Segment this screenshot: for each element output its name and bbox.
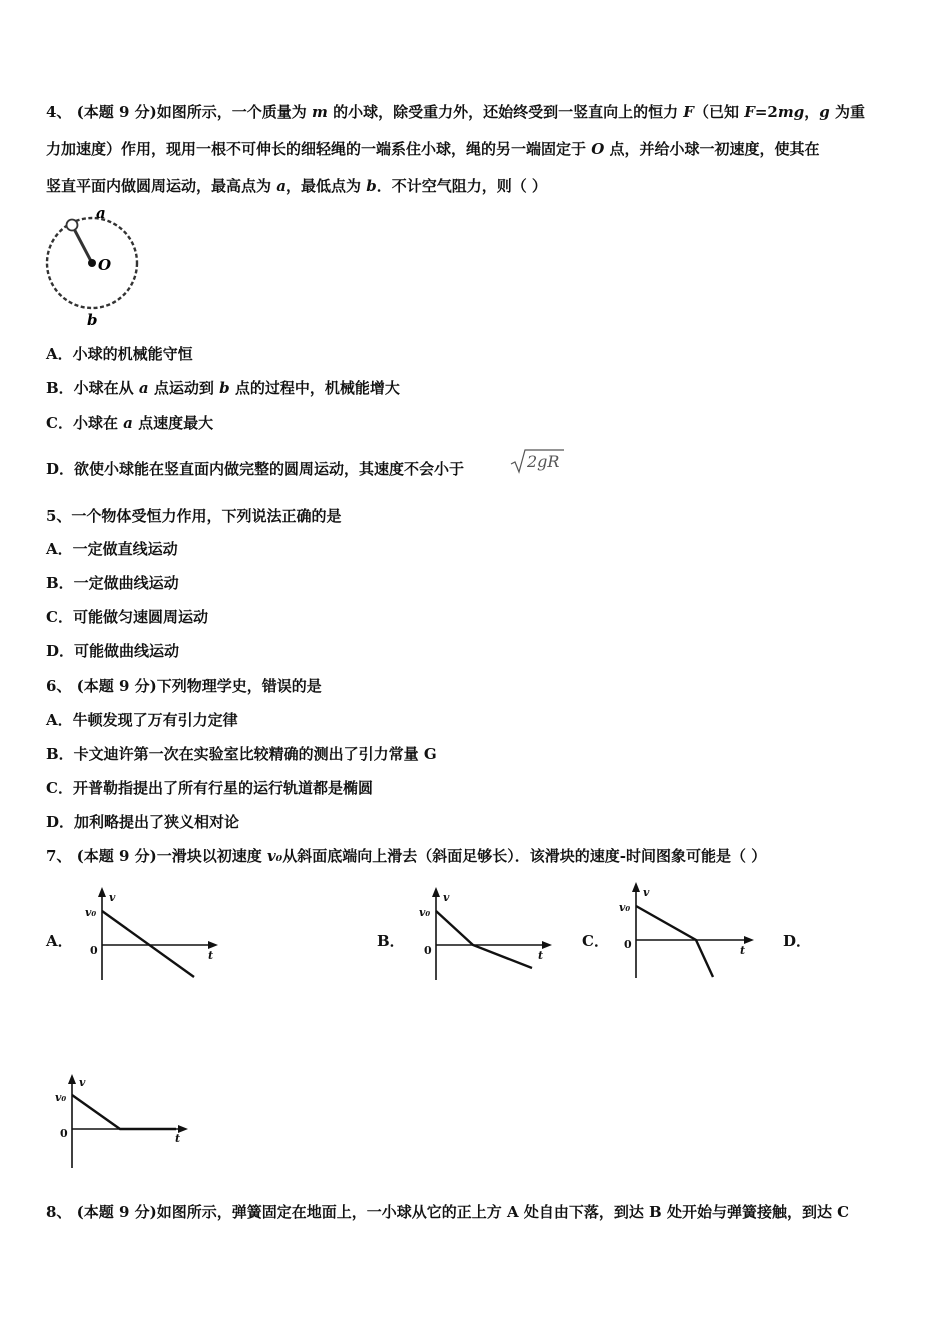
q6-option-d[interactable]: D．加利略提出了狭义相对论 (46, 813, 240, 831)
q7-var-v0: v₀ (266, 847, 283, 865)
vt-line (102, 911, 194, 977)
axis-zero-label: 0 (60, 1127, 68, 1140)
q4-option-d[interactable] (46, 459, 464, 479)
q4-circle-figure (40, 202, 150, 332)
q4-text: 的小球，除受重力外，还始终受到一竖直向上的恒力 (327, 103, 684, 121)
q7-option-c-label[interactable]: C． (582, 932, 609, 950)
q7-option-a-label[interactable]: A． (46, 932, 73, 950)
q4-text: 点的过程中，机械能增大 (229, 379, 400, 397)
q5-stem: 5、一个物体受恒力作用，下列说法正确的是 (46, 507, 342, 525)
q4-text: 4、 (本题 9 分)如图所示，一个质量为 (46, 103, 312, 121)
v-axis-arrow-icon (632, 882, 640, 892)
q7-graph-c[interactable] (616, 880, 761, 985)
q6-option-a[interactable]: A．牛顿发现了万有引力定律 (46, 711, 238, 729)
label-a: a (96, 204, 106, 222)
q7-text: 7、 (本题 9 分)一滑块以初速度 (46, 847, 267, 865)
q5-option-a[interactable]: A．一定做直线运动 (46, 540, 178, 558)
axis-t-label: t (740, 944, 746, 957)
sqrt-formula (508, 447, 568, 475)
q4-text: C．小球在 (46, 414, 124, 432)
sqrt-radicand: 2gR (527, 452, 560, 471)
axis-v0-label: v₀ (55, 1091, 67, 1104)
q6-option-b[interactable]: B．卡文迪许第一次在实验室比较精确的测出了引力常量 G (46, 745, 437, 763)
v-axis-arrow-icon (432, 887, 440, 897)
q6-option-c[interactable]: C．开普勒指提出了所有行星的运行轨道都是椭圆 (46, 779, 373, 797)
axis-v0-label: v₀ (85, 906, 97, 919)
q4-stem-line2 (46, 139, 820, 159)
axis-t-label: t (175, 1132, 181, 1145)
q8-stem-line1: 8、 (本题 9 分)如图所示，弹簧固定在地面上，一小球从它的正上方 A 处自由下落，到达 B 处开始与弹簧接触，到达 C (46, 1203, 850, 1221)
q4-text: 点，并给小球一初速度，使其在 (604, 140, 820, 158)
q4-text: ，最低点为 (285, 177, 367, 195)
q4-var-F: F (683, 103, 694, 121)
string-line (72, 225, 92, 263)
vt-line (636, 906, 713, 977)
q7-stem (46, 846, 766, 866)
q4-text: 竖直平面内做圆周运动，最高点为 (46, 177, 277, 195)
q7-option-b-label[interactable]: B． (377, 932, 405, 950)
axis-t-label: t (208, 949, 214, 962)
axis-v-label: v (109, 891, 116, 904)
q4-stem-line3 (46, 176, 547, 196)
label-O: O (98, 256, 112, 274)
q4-option-c[interactable] (46, 413, 213, 433)
q7-graph-b[interactable] (416, 885, 556, 985)
q4-stem-line1 (46, 102, 865, 122)
q4-var-O: O (591, 140, 605, 158)
v-axis-arrow-icon (98, 887, 106, 897)
q7-graph-a[interactable] (82, 885, 222, 985)
q5-option-d[interactable]: D．可能做曲线运动 (46, 642, 180, 660)
q4-var-m: m (311, 103, 328, 121)
axis-zero-label: 0 (624, 938, 632, 951)
ball (67, 220, 78, 231)
q5-option-c[interactable]: C．可能做匀速圆周运动 (46, 608, 208, 626)
q4-text: D．欲使小球能在竖直面内做完整的圆周运动，其速度不会小于 (46, 460, 465, 478)
q4-text: （已知 (693, 103, 745, 121)
q4-option-a[interactable]: A．小球的机械能守恒 (46, 345, 193, 363)
vt-line (436, 911, 532, 968)
q4-var-mg: mg (777, 103, 805, 121)
q4-var-b: b (366, 177, 377, 195)
t-axis-arrow-icon (208, 941, 218, 949)
axis-v0-label: v₀ (419, 906, 431, 919)
q6-stem: 6、 (本题 9 分)下列物理学史，错误的是 (46, 677, 322, 695)
q7-graph-d[interactable] (52, 1072, 197, 1172)
q4-text: 点运动到 (148, 379, 220, 397)
axis-v-label: v (643, 886, 650, 899)
t-axis-arrow-icon (542, 941, 552, 949)
axis-v0-label: v₀ (619, 901, 631, 914)
q4-option-b[interactable] (46, 378, 400, 398)
t-axis-arrow-icon (744, 936, 754, 944)
q4-text: 为重 (829, 103, 865, 121)
q7-text: 从斜面底端向上滑去（斜面足够长）．该滑块的速度-时间图象可能是（ ） (282, 847, 767, 865)
axis-zero-label: 0 (90, 944, 98, 957)
q4-var-g: g (819, 103, 830, 121)
label-b: b (87, 311, 98, 329)
q4-text: 力加速度）作用，现用一根不可伸长的细轻绳的一端系住小球，绳的另一端固定于 (46, 140, 592, 158)
axis-t-label: t (538, 949, 544, 962)
q4-text: 点速度最大 (132, 414, 214, 432)
q5-option-b[interactable]: B．一定做曲线运动 (46, 574, 179, 592)
axis-zero-label: 0 (424, 944, 432, 957)
axis-v-label: v (79, 1076, 86, 1089)
q4-var-a: a (276, 177, 286, 195)
q4-text: ．不计空气阻力，则（ ） (376, 177, 547, 195)
axis-v-label: v (443, 891, 450, 904)
q4-var-a: a (138, 379, 149, 397)
q4-var-b: b (219, 379, 230, 397)
v-axis-arrow-icon (68, 1074, 76, 1084)
q7-option-d-label[interactable]: D． (783, 932, 812, 950)
pivot-point (88, 259, 96, 267)
q4-text: ， (804, 103, 820, 121)
q4-var-F: F (744, 103, 755, 121)
q4-text: B．小球在从 (46, 379, 139, 397)
vt-line (72, 1095, 176, 1129)
q4-text: =2 (754, 103, 778, 121)
q4-var-a: a (123, 414, 133, 432)
